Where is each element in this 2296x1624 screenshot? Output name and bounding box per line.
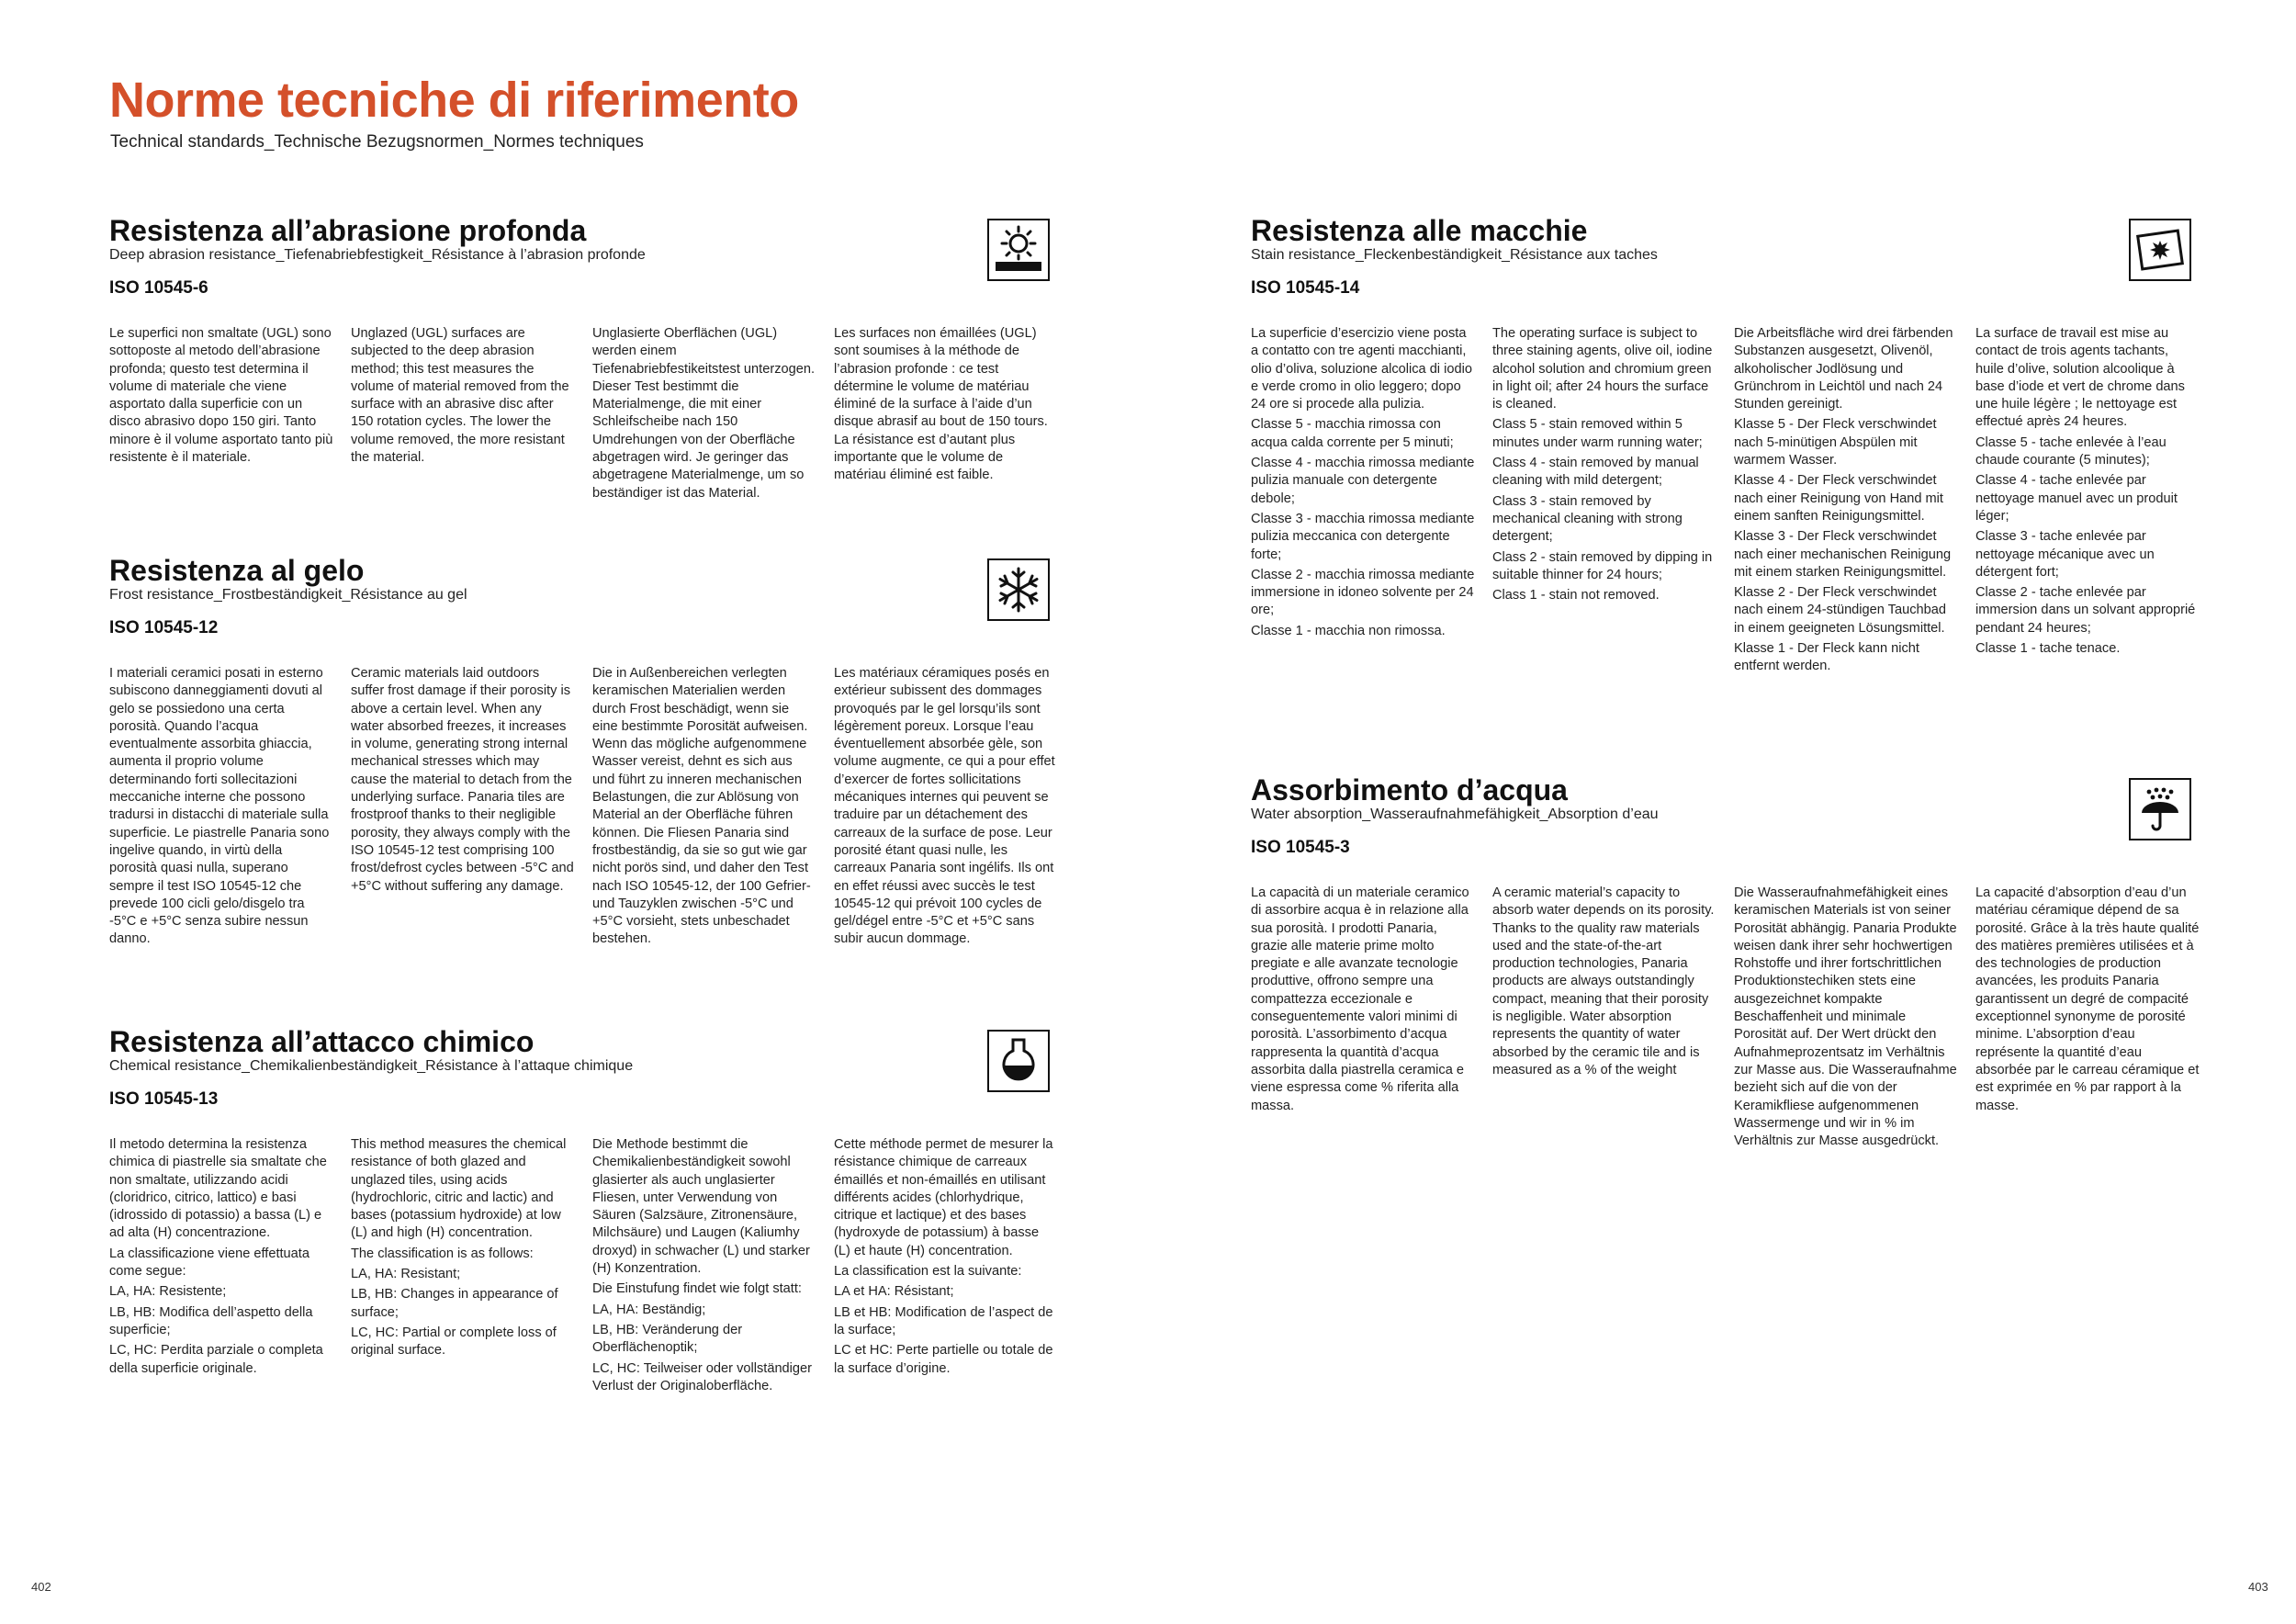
- column-french: La capacité d’absorption d’eau d’un matériau céramique dépend de sa porosité. Grâce à la très haute qualité des matières premières utilisées et à des technologies de production avancées, les produits Panaria garantissent un degré de compacité exceptionnel synonyme de porosité minime. L’absorption d’eau représente la quantité d’eau absorbée par le carreau céramique et est exprimée en % par rapport à la masse.: [1975, 885, 2200, 1113]
- text-columns: [109, 1136, 1075, 1398]
- text-columns: [1251, 885, 2217, 1153]
- section-title: Resistenza al gelo: [109, 554, 365, 587]
- section-title: Resistenza alle macchie: [1251, 214, 1588, 247]
- column-german: Unglasierte Oberflächen (UGL) werden einem Tiefenabriebfestikeitstest unterzogen. Dieser Test bestimmt die Materialmenge, die mit einer Schleifscheibe nach 150 Umdrehungen von der Oberfläche abgetragen wird. Je geringer das abgetragene Materialmenge, um so beständiger ist das Material.: [592, 326, 816, 501]
- section-subtitle: Deep abrasion resistance_Tiefenabriebfestigkeit_Résistance à l’abrasion profonde: [109, 247, 646, 263]
- column-french: La surface de travail est mise au contact de trois agents tachants, huile d’olive, solution alcoolique à base d’iode et vert de chrome dans une huile légère ; le nettoyage est effectué après 24 heures. Classe 5 - tache enlevée à l’eau chaude courante (5 minutes); Classe 4 - tache enlevée par nettoyage manuel avec un produit léger; Classe 3 - tache enlevée par nettoyage mécanique avec un détergent fort; Classe 2 - tache enlevée par immersion dans un solvant approprié pendant 24 heures; Classe 1 - tache tenace.: [1975, 326, 2196, 657]
- page-title: Norme tecniche di riferimento: [109, 73, 799, 128]
- column-italian: La capacità di un materiale ceramico di assorbire acqua è in relazione alla sua porosità. I prodotti Panaria, grazie alle materie prime molto pregiate e alle avanzate tecnologie produttive, offrono sempre una compattezza eccezionale e conseguentemente valori minimi di porosità. L’assorbimento d’acqua rappresenta la quantità d’acqua assorbita dalla piastrella ceramica e viene espressa come % riferita alla massa.: [1251, 885, 1469, 1113]
- iso-code: ISO 10545-3: [1251, 838, 1350, 857]
- section-title: Assorbimento d’acqua: [1251, 773, 1568, 806]
- section-frost: [109, 554, 1055, 995]
- section-subtitle: Frost resistance_Frostbeständigkeit_Résistance au gel: [109, 587, 467, 603]
- section-subtitle: Water absorption_Wasseraufnahmefähigkeit_Absorption d’eau: [1251, 806, 1659, 822]
- abrasion-disc-icon: [987, 219, 1050, 281]
- column-italian: Il metodo determina la resistenza chimica di piastrelle sia smaltate che non smaltate, utilizzando acidi (cloridrico, citrico, lattico) e basi (idrossido di potassio) a bassa (L) e ad alta (H) concentrazione. La classificazione viene effettuata come segue: LA, HA: Resistente; LB, HB: Modifica dell’aspetto della superficie; LC, HC: Perdita parziale o completa della superficie originale.: [109, 1137, 327, 1376]
- column-italian: I materiali ceramici posati in esterno subiscono danneggiamenti dovuti al gelo se possiedono una certa porosità. Quando l’acqua eventualmente assorbita ghiaccia, aumenta il proprio volume determinando forti sollecitazioni meccaniche interne che possono tradursi in distacchi di materiale sulla superficie. Le piastrelle Panaria sono ingelive quando, in virtù della porosità quasi nulla, superano sempre il test ISO 10545-12 che prevede 100 cicli gelo/disgelo tra -5°C e +5°C senza subire nessun danno.: [109, 666, 330, 947]
- section-abrasion: [109, 214, 1055, 508]
- column-english: Ceramic materials laid outdoors suffer frost damage if their porosity is above a certain level. When any water absorbed freezes, it increases in volume, generating strong internal mechanical stresses which may cause the material to detach from the underlying surface. Panaria tiles are frostproof thanks to their negligible porosity, they always comply with the ISO 10545-12 test comprising 100 frost/defrost cycles between -5°C and +5°C without suffering any damage.: [351, 666, 574, 894]
- iso-code: ISO 10545-13: [109, 1089, 219, 1109]
- section-subtitle: Chemical resistance_Chemikalienbeständigkeit_Résistance à l’attaque chimique: [109, 1058, 634, 1074]
- column-french: Les surfaces non émaillées (UGL) sont soumises à la méthode de l’abrasion profonde : ce test détermine le volume de matériau éliminé de la surface à l’aide d’un disque abrasif au bout de 150 tours. La résistance est d’autant plus importante que le volume de matériau éliminé est faible.: [834, 326, 1048, 483]
- page-number-left: 402: [31, 1580, 51, 1594]
- flask-icon: [987, 1030, 1050, 1092]
- iso-code: ISO 10545-6: [109, 278, 208, 298]
- page-number-right: 403: [2248, 1580, 2268, 1594]
- iso-code: ISO 10545-14: [1251, 278, 1360, 298]
- text-columns: [109, 665, 1075, 952]
- column-english: The operating surface is subject to three staining agents, olive oil, iodine alcohol solution and chromium green in light oil; after 24 hours the surface is cleaned. Class 5 - stain removed within 5 minutes under warm running water; Class 4 - stain removed by manual cleaning with mild detergent; Class 3 - stain removed by mechanical cleaning with strong detergent; Class 2 - stain removed by dipping in suitable thinner for 24 hours; Class 1 - stain not removed.: [1492, 326, 1713, 603]
- column-french: Les matériaux céramiques posés en extérieur subissent des dommages provoqués par le gel lorsqu’ils sont légèrement poreux. Lorsque l’eau éventuellement absorbée gèle, son volume augmente, ce qui a pour effet d’exercer de fortes sollicitations mécaniques internes qui peuvent se traduire par un détachement des carreaux de la surface de pose. Leur porosité étant quasi nulle, les carreaux Panaria sont ingélifs. Ils ont en effet réussi avec succès le test 10545-12 qui prévoit 100 cycles de gel/dégel entre -5°C et +5°C sans subir aucun dommage.: [834, 666, 1055, 947]
- section-water: [1251, 773, 2200, 1214]
- text-columns: [1251, 325, 2217, 679]
- section-stain: [1251, 214, 2197, 747]
- section-chemical: [109, 1025, 1055, 1466]
- column-german: Die Methode bestimmt die Chemikalienbeständigkeit sowohl glasierter als auch unglasierter Fliesen, unter Verwendung von Säuren (Salzsäure, Zitronensäure, Milchsäure) und Laugen (Kaliumhy droxyd) in schwacher (L) und starker (H) Konzentration. Die Einstufung findet wie folgt statt: LA, HA: Beständig; LB, HB: Veränderung der Oberflächenoptik; LC, HC: Teilweiser oder vollständiger Verlust der Originaloberfläche.: [592, 1137, 813, 1393]
- column-french: Cette méthode permet de mesurer la résistance chimique de carreaux émaillés et non-émaillés en utilisant différents acides (chlorhydrique, citrique et lactique) et des bases (hydroxyde de potassium) à basse (L) et haute (H) concentration. La classification est la suivante: LA et HA: Résistant; LB et HB: Modification de l’aspect de la surface; LC et HC: Perte partielle ou totale de la surface d’origine.: [834, 1137, 1053, 1376]
- section-title: Resistenza all’abrasione profonda: [109, 214, 587, 247]
- column-italian: Le superfici non smaltate (UGL) sono sottoposte al metodo dell’abrasione profonda; questo test determina il volume di materiale che viene asportato dalla superficie con un disco abrasivo dopo 150 giri. Tanto minore è il volume asportato tanto più resistente è il materiale.: [109, 326, 333, 466]
- section-title: Resistenza all’attacco chimico: [109, 1025, 535, 1058]
- snowflake-icon: [987, 558, 1050, 621]
- iso-code: ISO 10545-12: [109, 618, 219, 637]
- column-english: A ceramic material’s capacity to absorb water depends on its porosity. Thanks to the quality raw materials used and the state-of-the-art production technologies, Panaria products are always outstandingly compact, meaning that their porosity is negligible. Water absorption represents the quantity of water absorbed by the ceramic tile and is measured as a % of the weight: [1492, 885, 1715, 1077]
- section-subtitle: Stain resistance_Fleckenbeständigkeit_Résistance aux taches: [1251, 247, 1658, 263]
- column-german: Die Arbeitsfläche wird drei färbenden Substanzen ausgesetzt, Olivenöl, alkoholischer Jodlösung und Grünchrom in Leichtöl und nach 24 Stunden gereinigt. Klasse 5 - Der Fleck verschwindet nach 5-minütigen Abspülen mit warmem Wasser. Klasse 4 - Der Fleck verschwindet nach einer Reinigung von Hand mit einem sanften Reinigungsmittel. Klasse 3 - Der Fleck verschwindet nach einer mechanischen Reinigung mit einem starken Reinigungsmittel. Klasse 2 - Der Fleck verschwindet nach einem 24-stündigen Tauchbad in einem geeigneten Lösungsmittel. Klasse 1 - Der Fleck kann nicht entfernt werden.: [1734, 326, 1953, 674]
- page-subtitle: Technical standards_Technische Bezugsnormen_Normes techniques: [110, 132, 644, 152]
- column-english: This method measures the chemical resistance of both glazed and unglazed tiles, using acids (hydrochloric, citric and lactic) and bases (potassium hydroxide) at low (L) and high (H) concentration. The classification is as follows: LA, HA: Resistant; LB, HB: Changes in appearance of surface; LC, HC: Partial or complete loss of original surface.: [351, 1137, 567, 1359]
- text-columns: [109, 325, 1075, 505]
- umbrella-rain-icon: [2129, 778, 2191, 840]
- stain-splat-icon: [2129, 219, 2191, 281]
- column-english: Unglazed (UGL) surfaces are subjected to the deep abrasion method; this test measures the volume of material removed from the surface with an abrasive disc after 150 rotation cycles. The lower the volume removed, the more resistant the material.: [351, 326, 569, 466]
- column-italian: La superficie d’esercizio viene posta a contatto con tre agenti macchianti, olio d’oliva, soluzione alcolica di iodio e verde cromo in olio leggero; dopo 24 ore si procede alla pulizia. Classe 5 - macchia rimossa con acqua calda corrente per 5 minuti; Classe 4 - macchia rimossa mediante pulizia manuale con detergente debole; Classe 3 - macchia rimossa mediante pulizia meccanica con detergente forte; Classe 2 - macchia rimossa mediante immersione in idoneo solvente per 24 ore; Classe 1 - macchia non rimossa.: [1251, 326, 1475, 638]
- column-german: Die in Außenbereichen verlegten keramischen Materialien werden durch Frost beschädigt, wenn sie eine bestimmte Porosität aufweisen. Wenn das mögliche aufgenommene Wasser vereist, dehnt es sich aus und führt zu inneren mechanischen Belastungen, die zur Ablösung von Material an der Oberfläche führen können. Die Fliesen Panaria sind frostbeständig, da sie so gut wie gar nicht porös sind, und daher den Test nach ISO 10545-12, der 100 Gefrier- und Tauzyklen zwischen -5°C und +5°C vorsieht, stets unbeschadet bestehen.: [592, 666, 811, 947]
- column-german: Die Wasseraufnahmefähigkeit eines keramischen Materials ist von seiner Porosität abhängig. Panaria Produkte weisen dank ihrer sehr hochwertigen Rohstoffe und ihrer fortschrittlichen Produktionstechiken stets eine ausgezeichnet kompakte Beschaffenheit und minimale Porosität auf. Der Wert drückt den Aufnahmeprozentsatz im Verhältnis zur Masse aus. Die Wasseraufnahme bezieht sich auf die von der Keramikfliese aufgenommenen Wassermenge und wir in % im Verhältnis zur Masse ausgedrückt.: [1734, 885, 1957, 1149]
